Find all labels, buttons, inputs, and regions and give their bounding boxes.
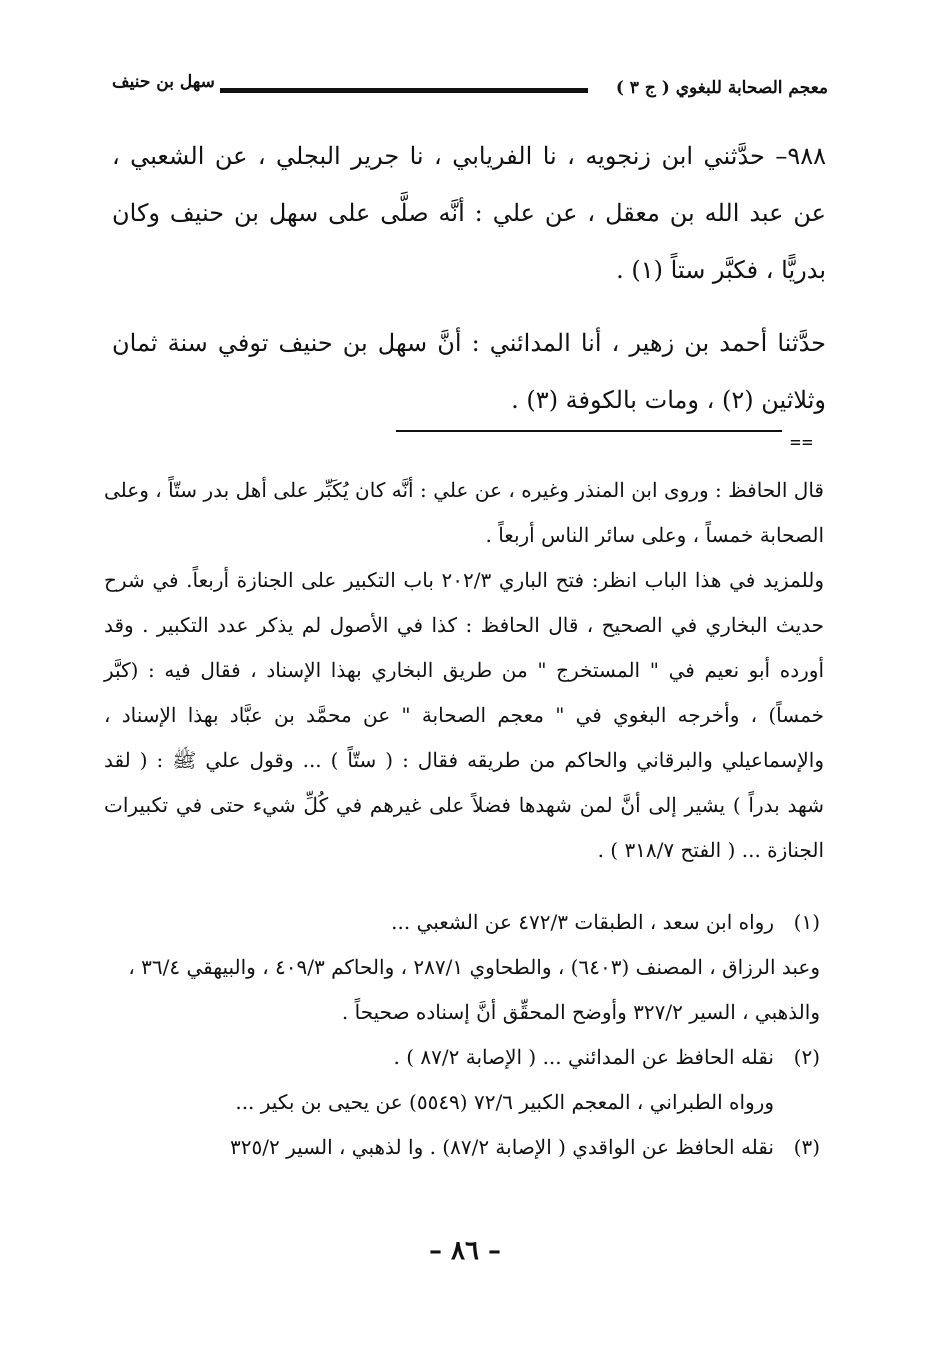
book-title: معجم الصحابة للبغوي ( ج ٣ ) <box>615 78 828 98</box>
footnote-3 <box>104 1125 820 1170</box>
section-title: سهل بن حنيف <box>112 72 215 92</box>
footnote-2 <box>104 1035 820 1080</box>
footnote-2-continuation: ورواه الطبراني ، المعجم الكبير ٧٢/٦ (٥٥٤٩) عن يحيى بن بكير ... <box>235 1090 774 1114</box>
hadith-paragraph: ٩٨٨– حدَّثني ابن زنجويه ، نا الفريابي ، نا جرير البجلي ، عن الشعبي ، عن عبد الله بن معقل ، عن علي : أنَّه صلَّى على سهل بن حنيف وكان بدريًّا ، فكبَّر ستاً (١) . <box>112 142 827 284</box>
footnote-1 <box>104 900 820 945</box>
footnote-separator <box>396 430 782 432</box>
header-rule <box>220 88 588 93</box>
commentary-paragraph: وللمزيد في هذا الباب انظر: فتح الباري ٢٠٢/٣ باب التكبير على الجنازة أربعاً. في شرح حديث البخاري في الصحيح ، قال الحافظ : كذا في الأصول لم يذكر عدد التكبير . وقد أورده أبو نعيم في " المستخرج " من طريق البخاري بهذا الإسناد ، فقال فيه : (كبَّر خمساً) ، وأخرجه البغوي في " معجم الصحابة " عن محمَّد بن عبَّاد بهذا الإسناد ، والإسماعيلي والبرقاني والحاكم من طريقه فقال : ( ستّاً ) ... وقول علي ﷺ : ( لقد شهد بدراً ) يشير إلى أنَّ لمن شهدها فضلاً على غيرهم في كُلِّ شيء حتى في تكبيرات الجنازة ... ( الفتح ٣١٨/٧ ) . <box>104 568 824 862</box>
footnote-text: نقله الحافظ عن المدائني ... ( الإصابة ٨٧/٢ ) . <box>393 1045 774 1069</box>
commentary-paragraph: قال الحافظ : وروى ابن المنذر وغيره ، عن علي : أنَّه كان يُكَبِّر على أهل بدر ستّاً ، وعلى الصحابة خمساً ، وعلى سائر الناس أربعاً . <box>104 478 824 547</box>
footnote-number: (٣) <box>793 1135 820 1159</box>
separator-marks: == <box>790 432 814 453</box>
footnote-text: رواه ابن سعد ، الطبقات ٤٧٢/٣ عن الشعبي ... <box>391 910 774 934</box>
footnote-1-continuation: وعبد الرزاق ، المصنف (٦٤٠٣) ، والطحاوي ٢٨٧/١ ، والحاكم ٤٠٩/٣ ، والبيهقي ٣٦/٤ ، والذهبي ، السير ٣٢٧/٢ وأوضح المحقِّق أنَّ إسناده صحيحاً . <box>128 955 820 1024</box>
running-header <box>112 72 828 108</box>
footnotes <box>104 900 820 1170</box>
footnote-number: (١) <box>793 910 820 934</box>
main-text <box>112 128 826 429</box>
commentary-block <box>104 468 824 873</box>
footnote-text: نقله الحافظ عن الواقدي ( الإصابة ٨٧/٢) . وا لذهبي ، السير ٣٢٥/٢ <box>230 1135 774 1159</box>
footnote-number: (٢) <box>793 1045 820 1069</box>
narration-paragraph: حدَّثنا أحمد بن زهير ، أنا المدائني : أنَّ سهل بن حنيف توفي سنة ثمان وثلاثين (٢) ، ومات بالكوفة (٣) . <box>112 329 826 414</box>
page-number: – ٨٦ – <box>428 1236 502 1266</box>
